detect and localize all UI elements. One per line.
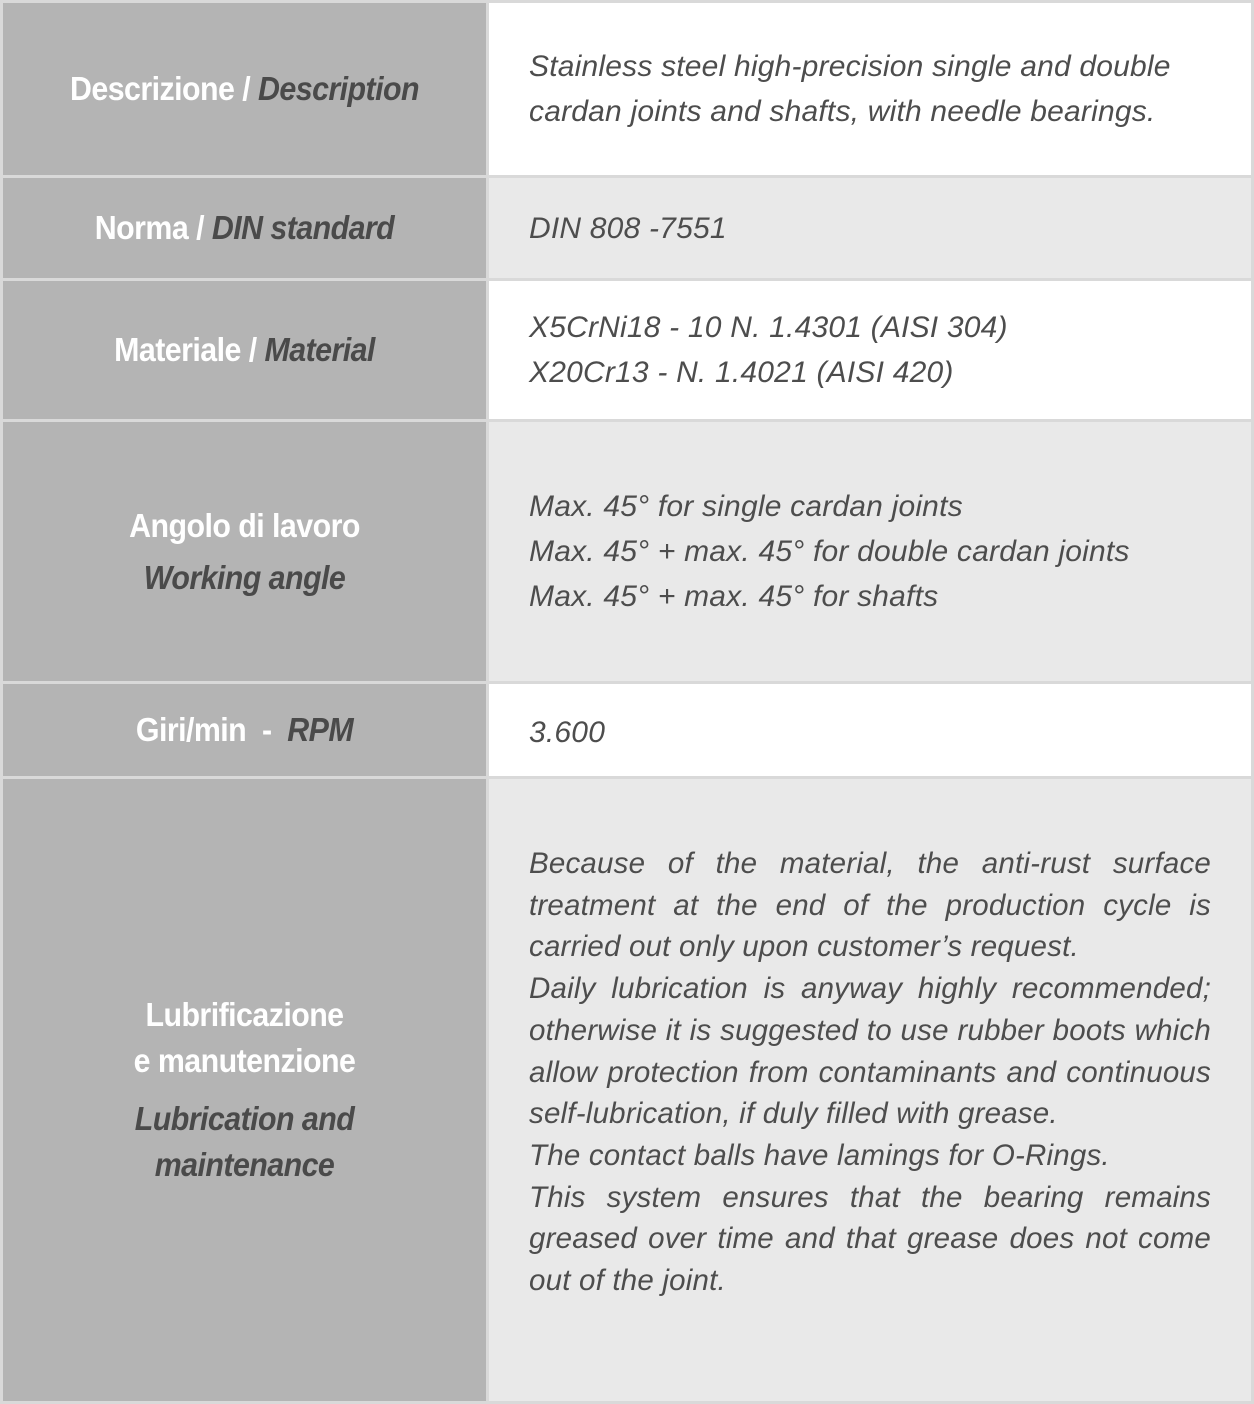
label-rpm	[2, 683, 488, 778]
label-description: Descrizione / Description	[2, 2, 488, 177]
spec-row-rpm	[2, 683, 1253, 778]
label-it-line: Lubrificazione	[145, 996, 344, 1033]
value-paragraph: The contact balls have lamings for O-Rings.	[529, 1138, 1110, 1172]
value-text: DIN 808 -7551	[529, 212, 727, 245]
value-din-standard	[488, 177, 1253, 280]
value-line: Max. 45° for single cardan joints	[529, 490, 963, 523]
label-en: RPM	[287, 711, 354, 748]
label-en: Material	[264, 331, 375, 368]
spec-row-working-angle	[2, 421, 1253, 683]
label-it: Angolo di lavoro	[129, 506, 360, 544]
value-rpm	[488, 683, 1253, 778]
label-working-angle	[2, 421, 488, 683]
label-it: Materiale	[114, 331, 241, 368]
label-separator: -	[261, 711, 272, 748]
label-en: DIN standard	[211, 209, 395, 246]
label-it: Norma	[94, 209, 189, 246]
value-paragraph: This system ensures that the bearing remains greased over time and that grease does not come out of the joint.	[529, 1180, 1211, 1298]
label-it: Descrizione	[70, 70, 235, 107]
label-din-standard: Norma / DIN standard	[2, 177, 488, 280]
spec-row-material	[2, 280, 1253, 421]
value-paragraph: Daily lubrication is anyway highly recommended; otherwise it is suggested to use rubber boots which allow protection from contaminants and continuous self-lubrication, if duly filled with grease.	[529, 972, 1211, 1131]
label-material: Materiale / Material	[2, 280, 488, 421]
label-en-line: Lubrication and	[134, 1100, 355, 1137]
value-paragraph: Because of the material, the anti-rust surface treatment at the end of the production cycle is carried out only upon customer’s request.	[529, 847, 1211, 964]
value-text: 3.600	[529, 716, 606, 749]
label-en: Working angle	[143, 558, 346, 596]
spec-row-description	[2, 2, 1253, 177]
label-en: Description	[258, 70, 419, 107]
label-lubrication	[2, 778, 488, 1403]
label-en-line: maintenance	[154, 1146, 335, 1183]
value-working-angle	[488, 421, 1253, 683]
value-material	[488, 280, 1253, 421]
spec-row-lubrication	[2, 778, 1253, 1403]
value-lubrication	[488, 778, 1253, 1403]
value-line: Max. 45° + max. 45° for double cardan joints	[529, 535, 1130, 568]
value-line: X5CrNi18 - 10 N. 1.4301 (AISI 304)	[529, 311, 1008, 344]
label-it-line: e manutenzione	[133, 1042, 356, 1079]
spec-row-din-standard	[2, 177, 1253, 280]
label-it: Giri/min	[135, 711, 247, 748]
value-line: Max. 45° + max. 45° for shafts	[529, 580, 939, 613]
value-line: X20Cr13 - N. 1.4021 (AISI 420)	[529, 356, 954, 389]
value-text: Stainless steel high-precision single and double cardan joints and shafts, with needle bearings.	[529, 50, 1171, 128]
value-description	[488, 2, 1253, 177]
